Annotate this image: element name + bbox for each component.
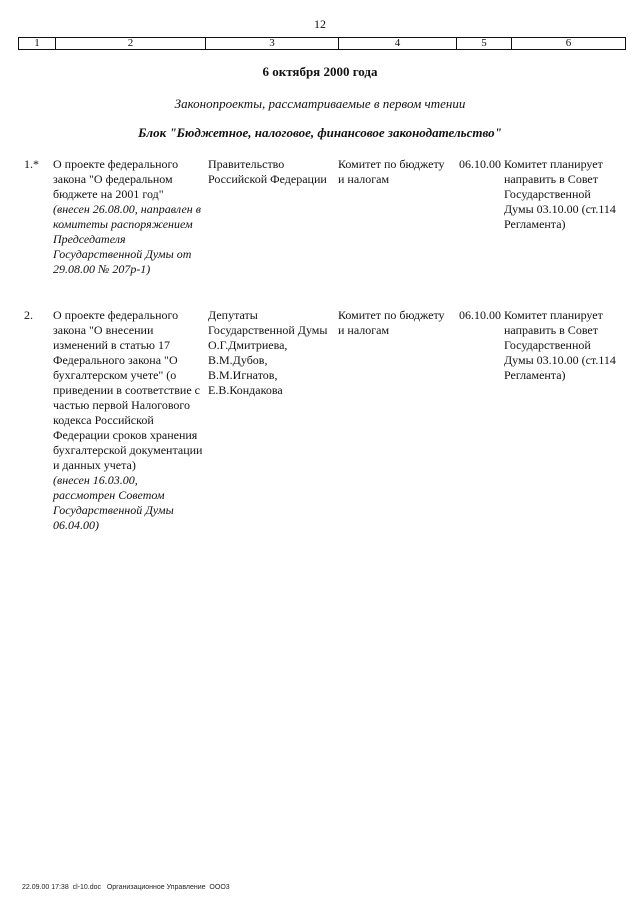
column-number-6: 6 — [512, 38, 626, 50]
block-heading: Блок "Бюджетное, налоговое, финансовое законодательство" — [138, 125, 502, 140]
committee-plan: Комитет планирует направить в Совет Государственной Думы 03.10.00 (ст.114 Регламента) — [504, 157, 616, 231]
column-number-2: 2 — [56, 38, 206, 50]
date-heading: 6 октября 2000 года — [262, 64, 378, 79]
bill-title-cell — [53, 308, 203, 533]
section-heading: Законопроекты, рассматриваемые в первом чтении — [174, 96, 466, 111]
row-number: 1.* — [24, 157, 39, 171]
responsible-committee: Комитет по бюджету и налогам — [338, 157, 445, 186]
column-number-3: 3 — [206, 38, 339, 50]
column-number-header — [18, 37, 626, 50]
committee-plan: Комитет планирует направить в Совет Государственной Думы 03.10.00 (ст.114 Регламента) — [504, 308, 616, 382]
bill-author: Правительство Российской Федерации — [208, 157, 327, 186]
bill-title-cell — [53, 157, 203, 277]
column-number-4: 4 — [339, 38, 457, 50]
page-number: 12 — [314, 17, 326, 31]
bill-note: (внесен 16.03.00, рассмотрен Советом Государственной Думы 06.04.00) — [53, 473, 174, 532]
row-number: 2. — [24, 308, 33, 322]
column-number-5: 5 — [457, 38, 512, 50]
consideration-date: 06.10.00 — [459, 157, 501, 171]
column-number-1: 1 — [19, 38, 56, 50]
bill-author: Депутаты Государственной Думы О.Г.Дмитриева, В.М.Дубов, В.М.Игнатов, Е.В.Кондакова — [208, 308, 328, 397]
responsible-committee: Комитет по бюджету и налогам — [338, 308, 445, 337]
bill-title: О проекте федерального закона "О федеральном бюджете на 2001 год" — [53, 157, 179, 201]
document-footer: 22.09.00 17:38 cl-10.doc Организационное Управление ООО3 — [22, 884, 230, 891]
bill-note: (внесен 26.08.00, направлен в комитеты распоряжением Председателя Государственной Думы от 29.08.00 № 207р-1) — [53, 202, 201, 276]
bill-title: О проекте федерального закона "О внесении изменений в статью 17 Федерального закона "О бухгалтерском учете" (о приведении в соответствие с частью первой Налогового кодекса Российской Федерации сроков хранения бухгалтерской документации и данных учета) — [53, 308, 203, 472]
consideration-date: 06.10.00 — [459, 308, 501, 322]
